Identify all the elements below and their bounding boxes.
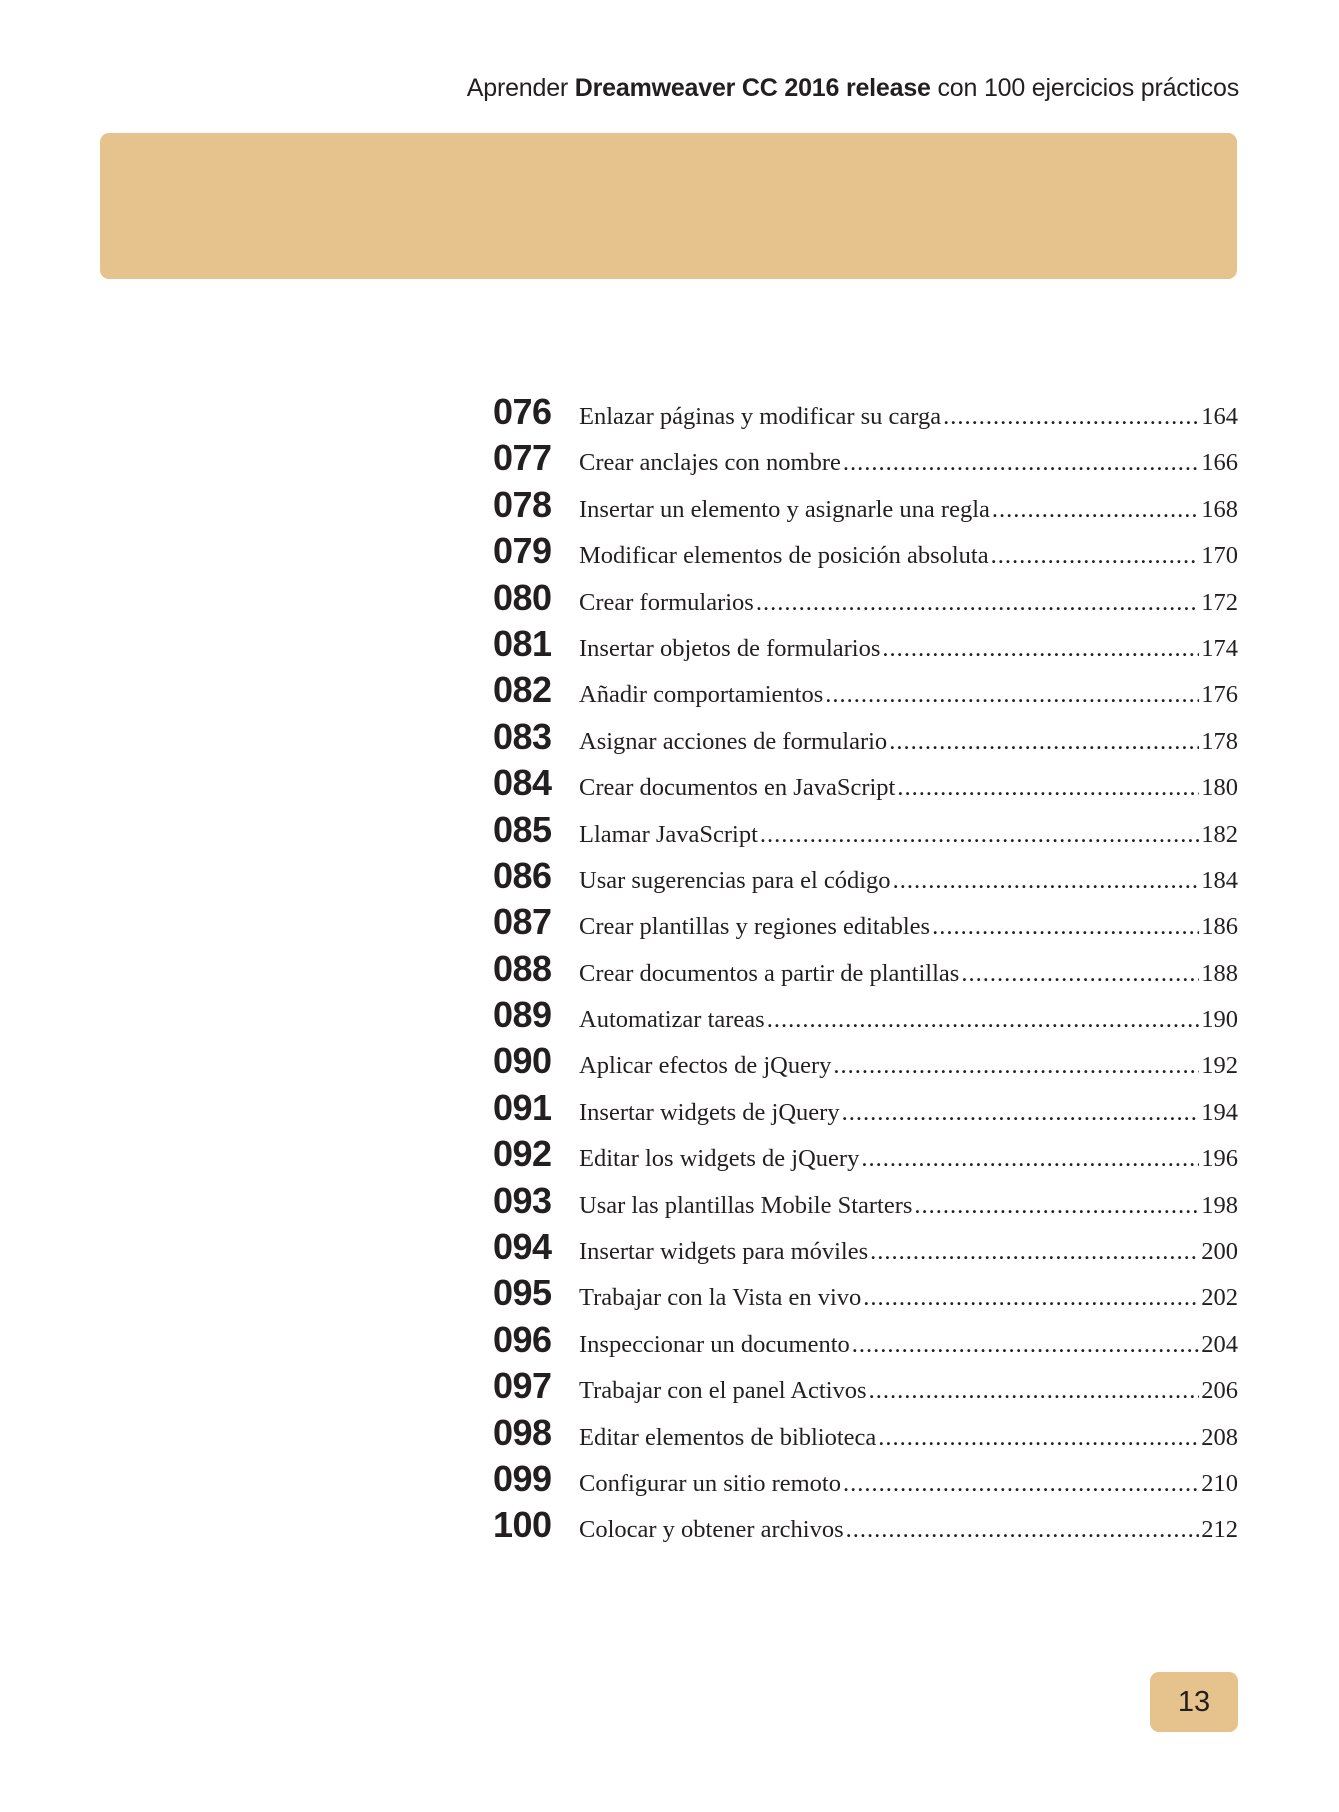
toc-entry-number: 079 [493,530,552,572]
toc-entry-title: Crear formularios [579,588,754,616]
toc-entry-number: 094 [493,1226,552,1268]
toc-entry-number: 087 [493,901,552,943]
toc-entry-page: 210 [1201,1469,1238,1497]
toc-entry-number: 089 [493,994,552,1036]
toc-dot-leader [863,1284,1199,1312]
toc-entry-title: Crear documentos en JavaScript [579,774,896,802]
toc-entry-page: 190 [1201,1006,1238,1034]
toc-dot-leader [932,913,1199,941]
toc-entry-page: 168 [1201,495,1238,523]
toc-entry-number: 083 [493,715,552,757]
toc-entry [493,716,1238,762]
toc-entry-number: 082 [493,669,552,711]
header-prefix: Aprender [466,74,575,102]
toc-entry-page: 166 [1201,449,1238,477]
toc-entry-number: 076 [493,391,552,432]
toc-entry-number: 091 [493,1086,552,1128]
table-of-contents [493,391,1238,1551]
toc-entry-page: 180 [1201,774,1238,802]
toc-dot-leader [843,1470,1199,1498]
toc-entry [493,669,1238,715]
toc-entry [493,484,1238,530]
toc-entry-title: Aplicar efectos de jQuery [579,1052,832,1080]
toc-dot-leader [760,821,1199,849]
toc-entry-number: 086 [493,854,552,896]
header-banner [100,133,1237,279]
toc-dot-leader [878,1424,1199,1452]
running-header [467,74,1239,103]
toc-entry-title: Insertar widgets de jQuery [579,1098,840,1126]
toc-entry-number: 078 [493,483,552,525]
toc-entry [493,1365,1238,1411]
toc-dot-leader [861,1145,1199,1173]
toc-entry [493,1504,1238,1550]
page-number-badge [1150,1672,1238,1732]
toc-dot-leader [991,542,1200,570]
toc-entry-title: Usar sugerencias para el código [579,866,891,894]
toc-entry-title: Inspeccionar un documento [579,1330,850,1358]
toc-dot-leader [767,1006,1200,1034]
toc-entry-page: 206 [1201,1377,1238,1405]
toc-entry-number: 095 [493,1272,552,1314]
toc-entry [493,577,1238,623]
toc-entry-title: Añadir comportamientos [579,681,824,709]
toc-entry-number: 088 [493,947,552,989]
toc-dot-leader [869,1377,1200,1405]
toc-dot-leader [842,1099,1200,1127]
toc-entry-title: Crear anclajes con nombre [579,449,841,477]
toc-entry-page: 200 [1201,1238,1238,1266]
toc-entry-page: 176 [1201,681,1238,709]
toc-entry-page: 194 [1201,1098,1238,1126]
toc-entry-number: 084 [493,762,552,804]
toc-dot-leader [882,635,1199,663]
toc-entry-page: 208 [1201,1423,1238,1451]
toc-entry [493,1412,1238,1458]
toc-entry [493,1180,1238,1226]
toc-entry-page: 172 [1201,588,1238,616]
toc-entry-number: 077 [493,437,552,479]
toc-dot-leader [897,774,1199,802]
toc-dot-leader [893,867,1200,895]
toc-entry-title: Llamar JavaScript [579,820,758,848]
toc-entry [493,762,1238,808]
toc-dot-leader [852,1331,1199,1359]
toc-entry-title: Crear plantillas y regiones editables [579,913,931,941]
toc-entry-page: 182 [1201,820,1238,848]
toc-entry [493,1040,1238,1086]
toc-dot-leader [889,728,1199,756]
toc-entry [493,809,1238,855]
toc-entry-page: 174 [1201,634,1238,662]
toc-dot-leader [961,960,1199,988]
toc-entry [493,855,1238,901]
header-suffix: con 100 ejercicios prácticos [930,74,1239,102]
toc-entry-page: 178 [1201,727,1238,755]
toc-entry [493,1458,1238,1504]
toc-entry-title: Colocar y obtener archivos [579,1516,844,1544]
toc-entry-title: Trabajar con la Vista en vivo [579,1284,862,1312]
toc-entry-page: 170 [1201,542,1238,570]
toc-dot-leader [914,1192,1199,1220]
toc-entry [493,1226,1238,1272]
toc-entry [493,1087,1238,1133]
toc-entry [493,994,1238,1040]
toc-entry-number: 096 [493,1318,552,1360]
toc-dot-leader [870,1238,1199,1266]
toc-entry-page: 204 [1201,1330,1238,1358]
toc-entry [493,901,1238,947]
toc-entry-title: Insertar objetos de formularios [579,634,881,662]
toc-entry-number: 100 [493,1504,552,1546]
toc-dot-leader [992,496,1199,524]
toc-entry-page: 188 [1201,959,1238,987]
toc-entry [493,1319,1238,1365]
toc-entry-page: 196 [1201,1145,1238,1173]
toc-entry-title: Modificar elementos de posición absoluta [579,542,989,570]
toc-entry-number: 098 [493,1411,552,1453]
toc-entry-page: 184 [1201,866,1238,894]
toc-entry-title: Asignar acciones de formulario [579,727,888,755]
toc-entry-page: 186 [1201,913,1238,941]
toc-dot-leader [943,403,1199,431]
toc-entry-number: 099 [493,1457,552,1499]
toc-entry [493,948,1238,994]
toc-entry-title: Editar los widgets de jQuery [579,1145,860,1173]
toc-entry-title: Configurar un sitio remoto [579,1469,841,1497]
toc-dot-leader [833,1052,1199,1080]
toc-entry-page: 212 [1201,1516,1238,1544]
toc-entry-number: 081 [493,622,552,664]
toc-entry-title: Crear documentos a partir de plantillas [579,959,960,987]
toc-entry-title: Insertar widgets para móviles [579,1238,869,1266]
toc-entry [493,1272,1238,1318]
toc-entry-number: 085 [493,808,552,850]
toc-dot-leader [756,589,1199,617]
toc-entry-title: Enlazar páginas y modificar su carga [579,403,942,430]
toc-entry-number: 092 [493,1133,552,1175]
toc-entry-number: 097 [493,1365,552,1407]
toc-entry-title: Usar las plantillas Mobile Starters [579,1191,913,1219]
toc-entry-title: Editar elementos de biblioteca [579,1423,877,1451]
toc-entry-number: 093 [493,1179,552,1221]
toc-entry-number: 090 [493,1040,552,1082]
toc-entry-title: Automatizar tareas [579,1006,765,1034]
toc-dot-leader [825,681,1199,709]
header-book-title: Dreamweaver CC 2016 release [574,74,931,102]
page-number: 13 [1177,1685,1211,1718]
toc-entry-page: 164 [1201,403,1238,430]
toc-entry [493,391,1238,437]
toc-dot-leader [843,449,1199,477]
toc-entry-page: 192 [1201,1052,1238,1080]
toc-entry [493,530,1238,576]
toc-entry-title: Insertar un elemento y asignarle una regla [579,495,990,523]
toc-entry-title: Trabajar con el panel Activos [579,1377,867,1405]
toc-dot-leader [846,1516,1200,1544]
toc-entry-page: 202 [1201,1284,1238,1312]
toc-entry [493,437,1238,483]
toc-entry [493,1133,1238,1179]
toc-entry [493,623,1238,669]
toc-entry-page: 198 [1201,1191,1238,1219]
toc-entry-number: 080 [493,576,552,618]
